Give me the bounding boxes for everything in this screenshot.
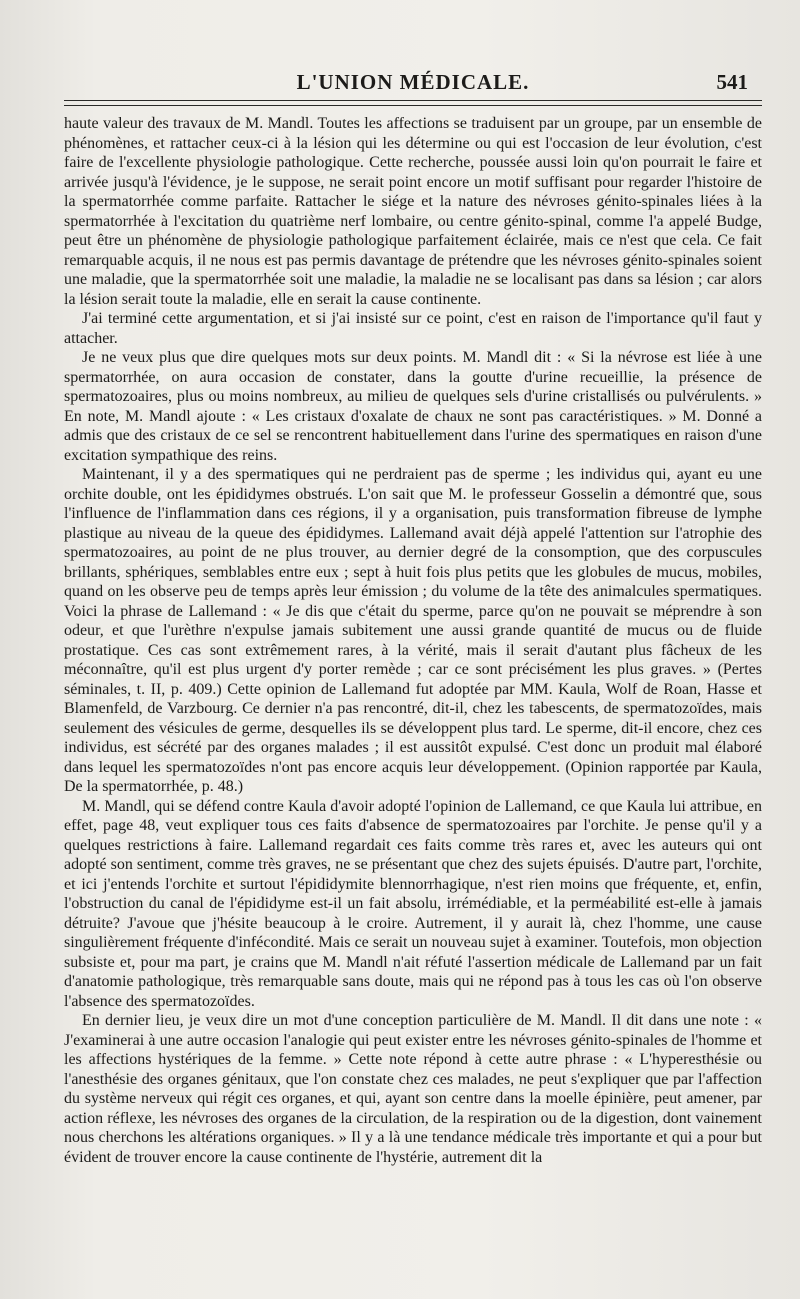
header-rule: [64, 100, 762, 101]
paragraph: Maintenant, il y a des spermatiques qui ne perdraient pas de sperme ; les individus qui, ayant eu une orchite double, ont les épididymes obstrués. L'on sait que M. le professeur Gosselin a démontré que, sous l'influence de l'inflammation dans ces régions, il y a organisation, puis transformation fibreuse de lymphe plastique au niveau de la queue des épididymes. Lallemand avait déjà appelé l'attention sur l'atrophie des spermatozoaires, au point de ne plus trouver, au dernier degré de la consomption, que des corpuscules brillants, sphériques, semblables entre eux ; sept à huit fois plus petits que les globules de mucus, mobiles, quand on les observe peu de temps après leur émission ; du volume de la tête des animalcules spermatiques. Voici la phrase de Lallemand : « Je dis que c'était du sperme, parce qu'on ne pouvait se méprendre à son odeur, et que l'urèthre n'expulse jamais subitement une aussi grande quantité de mucus ou de fluide prostatique. Ces cas sont extrêmement rares, à la vérité, mais il serait d'autant plus fâcheux de les méconnaître, qu'il est plus urgent d'y porter remède ; car ce sont précisément les plus graves. » (Pertes séminales, t. II, p. 409.) Cette opinion de Lallemand fut adoptée par MM. Kaula, Wolf de Roan, Hasse et Blamenfeld, de Varzbourg. Ce dernier n'a pas rencontré, dit-il, chez les tabescents, de spermatozoïdes, mais seulement des vésicules de germe, desquelles ils se développent plus tard. Le sperme, dit-il encore, chez ces individus, est sécrété par des organes malades ; il est aussitôt expulsé. C'est donc un produit mal élaboré dans lequel les spermatozoïdes n'ont pas encore acquis leur développement. (Opinion rapportée par Kaula, De la spermatorrhée, p. 48.): [64, 466, 762, 795]
paragraph: M. Mandl, qui se défend contre Kaula d'avoir adopté l'opinion de Lallemand, ce que Kaula lui attribue, en effet, page 48, veut expliquer tous ces faits d'absence de spermatozoaires par l'orchite. Je pense qu'il y a quelques restrictions à faire. Lallemand regardait ces faits comme très rares et, avec les auteurs qui ont adopté son sentiment, comme très graves, ne se présentant que chez des sujets épuisés. D'autre part, l'orchite, et ici j'entends l'orchite et surtout l'épididymite blennorrhagique, n'est rien moins que fréquente, et, enfin, l'obstruction du canal de l'épididyme est-il un fait absolu, irrémédiable, et la perméabilité est-elle à jamais détruite? J'avoue que j'hésite beaucoup à le croire. Autrement, il y aurait là, chez l'homme, une cause singulièrement fréquente d'infécondité. Mais ce serait un nouveau sujet à examiner. Toutefois, mon objection subsiste et, pour ma part, je crains que M. Mandl n'ait réfuté l'assertion médicale de Lallemand par un fait d'anatomie pathologique, très remarquable sans doute, mais qui ne répond pas à tous les cas où l'on observe l'absence des spermatozoïdes.: [64, 797, 762, 1010]
paragraph: Je ne veux plus que dire quelques mots sur deux points. M. Mandl dit : « Si la névrose est liée à une spermatorrhée, on aura occasion de constater, dans la goutte d'urine recueillie, la présence de spermatozoaires, plus ou moins nombreux, au milieu de quelques sels d'urine cristallisés ou pulvérulents. » En note, M. Mandl ajoute : « Les cristaux d'oxalate de chaux ne sont pas caractéristiques. » M. Donné a admis que des cristaux de ce sel se rencontrent habituellement dans l'urine des spermatiques en raison d'une excitation sympathique des reins.: [64, 349, 762, 464]
paragraph: J'ai terminé cette argumentation, et si j'ai insisté sur ce point, c'est en raison de l'importance qu'il faut y attacher.: [64, 310, 762, 347]
header-rule-thin: [64, 105, 762, 106]
paragraph-continued: haute valeur des travaux de M. Mandl. Toutes les affections se traduisent par un groupe, par un ensemble de phénomènes, et rattacher ceux-ci à la lésion qui les détermine ou qui est l'occasion de leur évolution, c'est faire de l'excellente physiologie pathologique. Cette recherche, poussée aussi loin qu'on pourrait le faire et arrivée jusqu'à l'évidence, je le suppose, ne serait point encore un motif suffisant pour regarder l'histoire de la spermatorrhée comme parfaite. Rattacher le siége et la nature des névroses génito-spinales liées à la spermatorrhée à l'excitation du quatrième nerf lombaire, ou centre génito-spinal, comme l'a appelé Budge, peut être un phénomène de physiologie pathologique parfaitement éclairée, mais ce n'est que cela. Ce fait remarquable acquis, il ne nous est pas permis davantage de prétendre que les névroses génito-spinales soient une maladie, que la spermatorrhée soit une maladie, la maladie ne se localisant pas dans sa lésion ; car alors la lésion serait toute la maladie, elle en serait la cause continente.: [64, 115, 762, 308]
journal-title: L'UNION MÉDICALE.: [296, 70, 530, 94]
article-body: [64, 100, 762, 1167]
paragraph: En dernier lieu, je veux dire un mot d'une conception particulière de M. Mandl. Il dit dans une note : « J'examinerai à une autre occasion l'analogie qui peut exister entre les névroses génito-spinales de l'homme et les affections hystériques de la femme. » Cette note répond à cette autre phrase : « L'hyperesthésie ou l'anesthésie des organes génitaux, que l'on constate chez ces malades, ne peut s'expliquer que par l'affection du système nerveux qui régit ces organes, et qui, ayant son centre dans la moelle épinière, peut amener, par action réflexe, les névroses des organes de la circulation, de la respiration ou de la digestion, dont vainement nous cherchons les altérations organiques. » Il y a là une tendance médicale très importante et qui a pour but évident de trouver encore la cause continente de l'hystérie, autrement dit la: [64, 1012, 762, 1166]
page-number: 541: [716, 70, 748, 94]
running-head: [64, 0, 762, 100]
